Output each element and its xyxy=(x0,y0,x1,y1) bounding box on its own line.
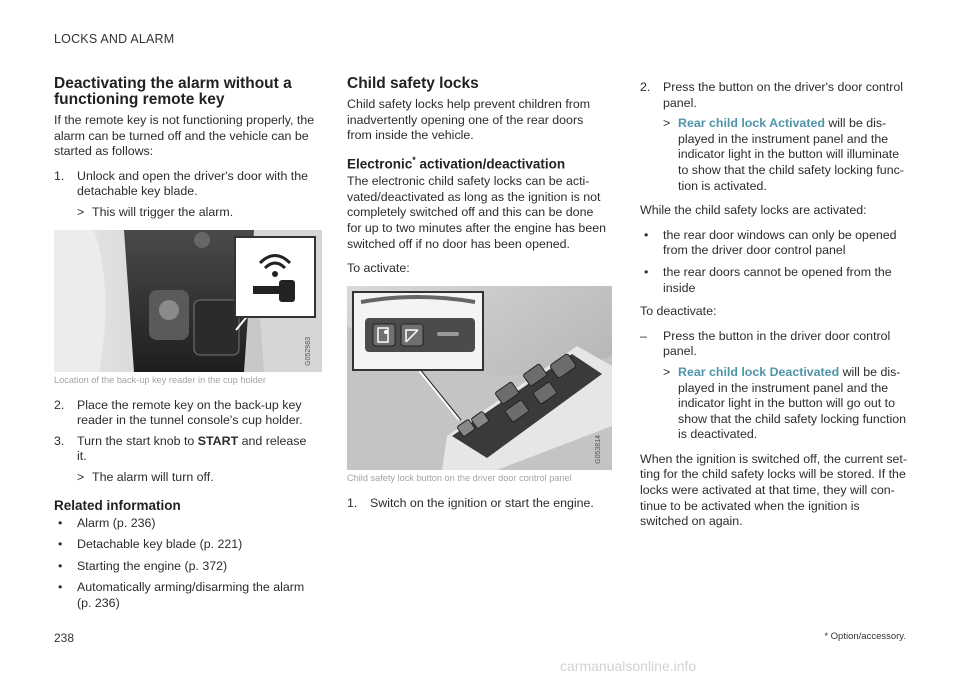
section-title: LOCKS AND ALARM xyxy=(54,32,175,46)
page-number: 238 xyxy=(54,631,75,645)
start-label: START xyxy=(197,433,239,448)
step-text-pre: Turn the start knob to xyxy=(77,433,198,448)
step-dash: – xyxy=(640,328,647,343)
deactivate-step xyxy=(640,329,908,360)
to-activate-label: To activate: xyxy=(347,261,410,276)
figure-caption: Child safety lock button on the driver door control panel xyxy=(347,472,572,483)
body-paragraph: The electronic child safety locks can be acti-vated/deactivated as long as the ignition is not completely switched off and this can be done for up to two minutes after the engine has been switched off if no door has been opened. xyxy=(347,174,606,251)
intro-paragraph: If the remote key is not functioning properly, the alarm can be turned off and the vehicle can be started as follows: xyxy=(54,113,315,159)
result-marker: > xyxy=(663,116,671,131)
result-marker: > xyxy=(77,469,85,484)
step-1-result xyxy=(54,205,316,221)
figure-backup-key-reader xyxy=(54,230,322,372)
step-1 xyxy=(347,496,609,512)
door-panel-illustration xyxy=(347,286,612,470)
bullet: • xyxy=(58,515,63,530)
deactivate-result xyxy=(640,365,908,443)
figure-code: G052983 xyxy=(305,336,313,366)
step-text: Press the button on the driver's door control panel. xyxy=(663,80,903,110)
bullet: • xyxy=(644,264,649,279)
related-item-alarm[interactable] xyxy=(54,516,316,532)
bullet: • xyxy=(58,537,63,552)
bullet-item xyxy=(640,265,908,296)
heading-related-information: Related information xyxy=(54,497,181,513)
related-item-key-blade[interactable] xyxy=(54,537,316,553)
bullet: • xyxy=(58,558,63,573)
result-text: This will trigger the alarm. xyxy=(92,204,234,219)
step-number: 3. xyxy=(54,433,65,448)
step-text: Switch on the ignition or start the engine. xyxy=(370,495,594,510)
result-text: The alarm will turn off. xyxy=(92,469,214,484)
display-message-activated: Rear child lock Activated xyxy=(678,116,825,131)
display-message-deactivated: Rear child lock Deactivated xyxy=(678,364,840,379)
related-link[interactable]: Alarm (p. 236) xyxy=(77,515,156,530)
option-star: * xyxy=(412,154,416,165)
related-item-starting-engine[interactable] xyxy=(54,559,316,575)
step-text: Press the button in the driver door control panel. xyxy=(663,328,891,359)
bullet-text: the rear door windows can only be opened from the driver door control panel xyxy=(663,227,897,258)
related-item-auto-arming[interactable] xyxy=(54,580,316,611)
bullet: • xyxy=(644,227,649,242)
cup-holder-illustration xyxy=(54,230,322,372)
related-link[interactable]: Starting the engine (p. 372) xyxy=(77,558,228,573)
column-child-safety-locks xyxy=(347,76,609,516)
bullet-text: the rear doors cannot be opened from the inside xyxy=(663,264,892,295)
step-3 xyxy=(54,434,316,465)
bullet-item xyxy=(640,228,908,259)
step-text: Unlock and open the driver's door with the detachable key blade. xyxy=(77,168,309,199)
heading-text-post: activation/deactivation xyxy=(415,156,566,172)
step-number: 2. xyxy=(54,397,65,412)
step-2-result xyxy=(640,116,908,194)
step-3-result xyxy=(54,470,316,486)
step-1 xyxy=(54,169,316,200)
column-alarm-without-key xyxy=(54,76,316,618)
related-link[interactable]: Detachable key blade (p. 221) xyxy=(77,537,243,552)
heading-deactivating-alarm: Deactivating the alarm without a functioning remote key xyxy=(54,75,292,108)
bullet: • xyxy=(58,580,63,595)
heading-child-safety-locks: Child safety locks xyxy=(347,75,479,92)
figure-code: G053814 xyxy=(595,435,603,464)
step-number: 1. xyxy=(347,495,358,510)
result-text: will be dis-played in the instrument panel and the indicator light in the button will go out to show that the child safety locking function is deactivated. xyxy=(678,364,906,442)
result-marker: > xyxy=(77,204,85,219)
intro-paragraph: Child safety locks help prevent children from inadvertently opening one of the rear doors from inside the vehicle. xyxy=(347,97,591,143)
to-deactivate-label: To deactivate: xyxy=(640,304,717,319)
step-2 xyxy=(640,80,908,111)
result-text: will be dis-played in the instrument panel and the indicator light in the button will illuminate to show that the child safety locking func-tion is activated. xyxy=(678,116,904,193)
figure-child-lock-button xyxy=(347,286,612,470)
while-activated-label: While the child safety locks are activated: xyxy=(640,203,867,218)
step-2 xyxy=(54,398,316,429)
closing-paragraph: When the ignition is switched off, the current set-ting for the child safety locks will be stored. If the locks were activated at that time, they will con-tinue to be activated when the ignition is switched on again. xyxy=(640,451,907,529)
step-text: Place the remote key on the back-up key reader in the tunnel console's cup holder. xyxy=(77,397,303,428)
column-child-locks-continued xyxy=(640,80,908,539)
step-number: 1. xyxy=(54,168,65,183)
figure-caption: Location of the back-up key reader in the cup holder xyxy=(54,374,266,385)
related-link[interactable]: Automatically arming/disarming the alarm (p. 236) xyxy=(77,580,305,610)
result-marker: > xyxy=(663,364,671,379)
watermark: carmanualsonline.info xyxy=(560,658,697,674)
heading-electronic-activation xyxy=(347,153,609,172)
step-number: 2. xyxy=(640,80,651,94)
step-text-post: and release it. xyxy=(77,433,307,464)
footnote: * Option/accessory. xyxy=(824,631,906,642)
heading-text: Electronic xyxy=(347,156,413,172)
